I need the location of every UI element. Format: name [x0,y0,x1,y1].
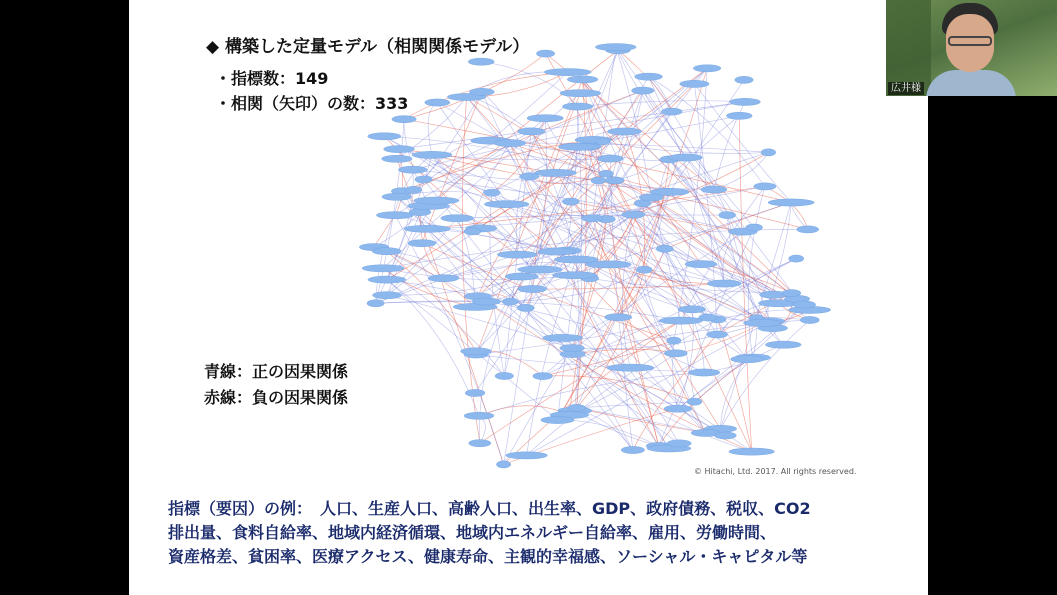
network-node [664,350,687,357]
network-node [595,44,636,51]
network-node [793,301,815,308]
network-node [765,341,801,348]
network-node [746,224,763,231]
network-node [608,128,642,135]
legend-positive: 青線：正の因果関係 [204,362,349,381]
positive-edge [427,229,630,368]
legend-negative: 赤線：負の因果関係 [204,388,349,407]
network-node [392,116,416,123]
network-node [719,212,736,219]
network-node [731,356,764,363]
network-node [636,266,652,273]
network-node [405,186,422,193]
network-node [567,76,598,83]
correlation-count: ・相関（矢印）の数：333 [215,94,409,113]
network-node [689,369,720,376]
network-node [560,90,601,97]
network-node [664,405,692,412]
network-node [659,317,703,324]
network-node [800,316,819,323]
network-node [469,440,491,447]
network-node [668,154,702,161]
network-node [505,273,538,280]
network-node [517,304,534,311]
network-node [678,306,705,313]
network-node [372,248,401,255]
network-node [469,88,494,95]
network-nodes [359,44,830,469]
network-node [527,115,563,122]
network-node [558,143,599,150]
network-node [464,228,481,235]
network-node [518,285,547,292]
network-node [605,177,624,184]
network-node [472,298,501,305]
network-node [468,58,494,65]
network-node [707,331,728,338]
network-node [368,276,406,283]
positive-edge [649,77,765,187]
network-node [414,197,459,204]
network-node [428,275,459,282]
network-node [384,146,415,153]
participant-name-label: 広井様 [888,82,924,95]
copyright-notice: © Hitachi, Ltd. 2017. All rights reserved. [694,467,857,476]
network-node [562,198,579,205]
network-node [715,432,737,439]
network-node [518,128,545,135]
network-node [667,337,681,344]
network-node [495,372,514,379]
network-node [536,50,554,57]
network-node [441,215,474,222]
network-node [552,272,597,279]
network-node [408,240,436,247]
network-node [650,188,689,195]
network-node [582,215,604,222]
network-node [797,226,819,233]
indicator-examples [168,497,908,569]
network-node [464,412,494,419]
network-node [554,256,598,263]
network-node [404,225,450,232]
network-node [761,149,776,156]
network-node [680,80,709,87]
network-node [544,69,591,76]
network-node [667,440,691,447]
network-node [735,76,754,83]
network-node [362,265,404,272]
network-node [685,261,717,268]
network-node [533,373,553,380]
network-node [635,73,663,80]
network-node [597,155,623,162]
network-node [538,248,576,255]
network-node [506,452,548,459]
network-node [562,103,592,110]
network-node [415,176,432,183]
network-node [687,398,702,405]
examples-line: 排出量、食料自給率、地域内経済循環、地域内エネルギー自給率、雇用、労働時間、 [168,523,777,542]
network-node [497,251,537,258]
network-node [518,266,563,273]
network-node [535,169,577,176]
slide-title: ◆ 構築した定量モデル（相関関係モデル） [206,37,530,57]
network-node [494,140,526,147]
network-node [701,186,727,193]
network-node [543,334,583,341]
network-node [782,290,801,297]
presentation-slide [129,0,928,595]
network-node [560,345,585,352]
participant-body [926,70,1016,96]
network-node [568,404,586,411]
network-node [367,300,384,307]
network-node [605,314,632,321]
network-node [729,448,775,455]
network-edges [374,47,810,464]
network-node [596,138,610,145]
negative-edge [765,186,808,229]
network-node [632,87,655,94]
network-node [607,364,654,371]
network-node [465,389,485,396]
network-node [730,98,761,105]
network-node [707,280,741,287]
network-node [484,201,529,208]
network-node [412,151,452,158]
network-node [726,112,752,119]
network-node [768,199,814,206]
network-node [744,319,782,326]
network-node [461,348,492,355]
network-node [496,461,510,468]
network-node [591,177,606,184]
indicator-count: ・指標数：149 [215,69,329,88]
network-node [789,255,804,262]
network-node [754,183,776,190]
network-node [425,99,450,106]
positive-edge [387,280,479,416]
network-node [661,108,682,115]
examples-line: 指標（要因）の例： 人口、生産人口、高齢人口、出生率、GDP、政府債務、税収、CO2 [168,499,811,518]
network-node [621,446,644,453]
network-node [373,292,402,299]
network-node [693,65,721,72]
network-node [656,245,673,252]
network-node [599,170,614,177]
network-node [382,155,413,162]
network-node [622,211,646,218]
participant-glasses [948,36,992,46]
participant-video-tile[interactable] [886,0,1057,96]
network-node [368,133,401,140]
network-node [398,166,427,173]
network-node [541,416,574,423]
network-node [376,212,413,219]
examples-line: 資産格差、貧困率、医療アクセス、健康寿命、主観的幸福感、ソーシャル・キャピタル等 [168,547,808,566]
network-node [484,189,501,196]
network-node [382,193,412,200]
network-node [502,298,518,305]
